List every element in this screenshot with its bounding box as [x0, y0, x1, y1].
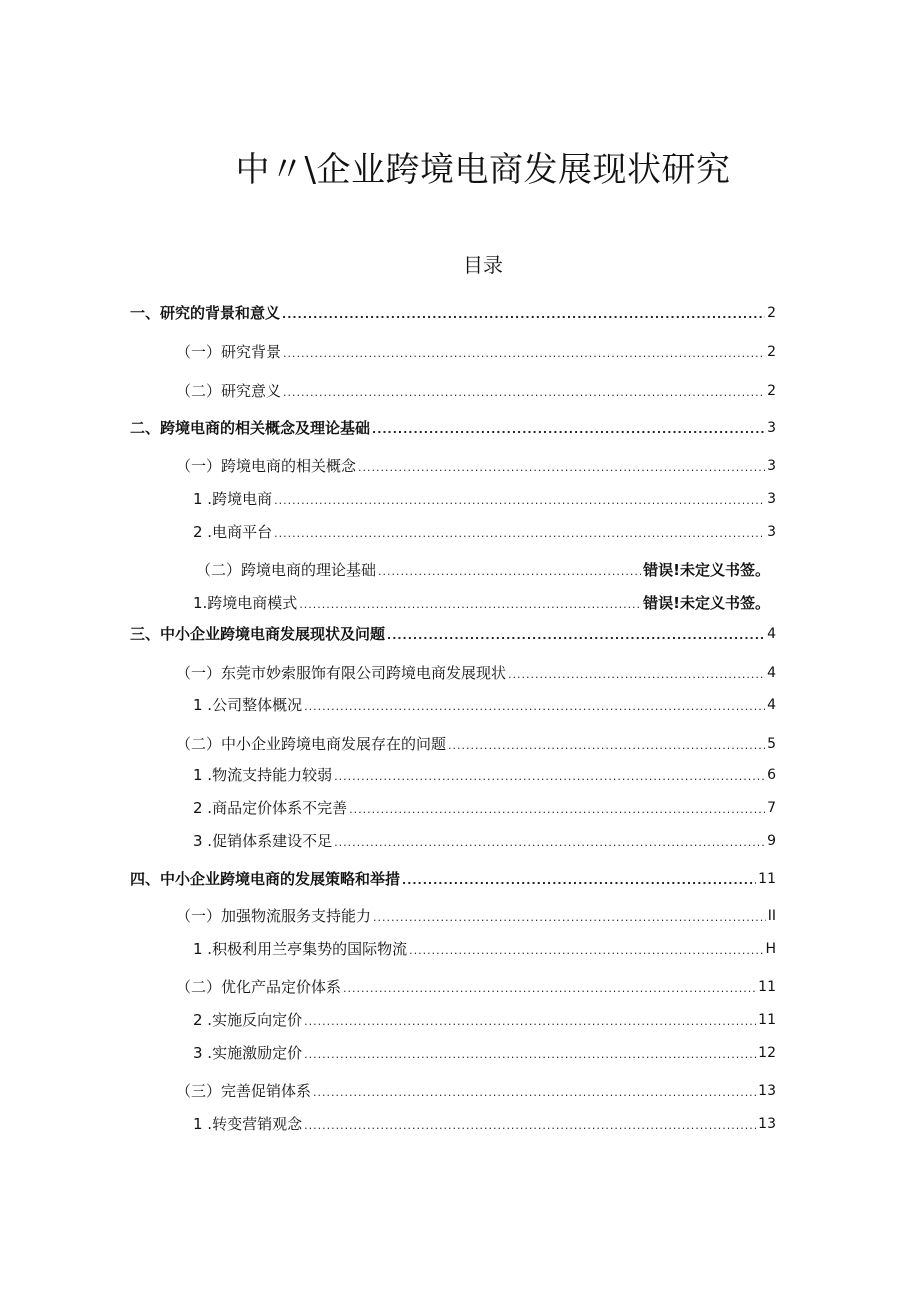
toc-entry[interactable] — [193, 794, 776, 818]
toc-entry-page: 2 — [767, 344, 776, 360]
toc-leader-dots — [358, 460, 765, 476]
toc-entry-page: 4 — [767, 697, 776, 713]
toc-leader-dots — [349, 802, 765, 818]
toc-entry-label: （一）研究背景 — [176, 343, 282, 361]
toc-leader-dots — [304, 1047, 756, 1063]
toc-entry-label: （二）中小企业跨境电商发展存在的问题 — [176, 735, 447, 753]
toc-entry-page: 2 — [767, 305, 776, 321]
toc-entry[interactable] — [193, 485, 776, 509]
toc-entry-label: 1 .跨境电商 — [193, 490, 273, 508]
toc-entry-label: 3 .实施激励定价 — [193, 1044, 303, 1062]
toc-entry-label: （一）东莞市妙索服饰有限公司跨境电商发展现状 — [176, 664, 507, 682]
toc-entry-page: 3 — [767, 524, 776, 540]
toc-entry-label: 2 .实施反向定价 — [193, 1011, 303, 1029]
toc-entry-page: 11 — [758, 871, 776, 887]
toc-entry-page: 13 — [758, 1083, 776, 1099]
toc-entry-label: 2 .电商平台 — [193, 523, 273, 541]
toc-entry-page: 4 — [767, 665, 776, 681]
toc-entry-label: （一）跨境电商的相关概念 — [176, 457, 357, 475]
toc-entry[interactable] — [176, 659, 776, 683]
toc-heading: 目录 — [463, 253, 503, 277]
toc-entry[interactable] — [176, 1077, 776, 1101]
toc-entry[interactable] — [130, 865, 776, 889]
toc-leader-dots — [282, 307, 765, 323]
toc-entry-page: 2 — [767, 383, 776, 399]
toc-entry-page: II — [767, 908, 776, 924]
toc-entry-page: 11 — [758, 1012, 776, 1028]
toc-entry-page: 3 — [767, 420, 776, 436]
toc-entry-label: 1.跨境电商模式 — [193, 594, 298, 612]
toc-leader-dots — [387, 628, 765, 644]
toc-leader-dots — [409, 943, 763, 959]
toc-entry[interactable] — [193, 761, 776, 785]
toc-entry[interactable] — [130, 414, 776, 438]
toc-leader-dots — [304, 1014, 756, 1030]
toc-entry-label: （二）跨境电商的理论基础 — [196, 561, 377, 579]
toc-entry[interactable] — [193, 935, 776, 959]
toc-entry-label: 2 .商品定价体系不完善 — [193, 799, 348, 817]
toc-entry[interactable] — [176, 377, 776, 401]
toc-entry-page: 4 — [767, 626, 776, 642]
toc-entry-label: 四、中小企业跨境电商的发展策略和举措 — [130, 870, 401, 888]
toc-leader-dots — [283, 346, 765, 362]
toc-entry[interactable] — [193, 827, 776, 851]
toc-entry-label: 1 .物流支持能力较弱 — [193, 766, 333, 784]
toc-entry[interactable] — [193, 691, 776, 715]
toc-entry[interactable] — [193, 589, 770, 613]
toc-entry-label: 1 .公司整体概况 — [193, 696, 303, 714]
toc-entry-page: 13 — [758, 1116, 776, 1132]
toc-leader-dots — [334, 769, 765, 785]
toc-entry-page: 3 — [767, 458, 776, 474]
toc-leader-dots — [343, 981, 756, 997]
toc-entry-label: 三、中小企业跨境电商发展现状及问题 — [130, 625, 386, 643]
toc-entry-label: （一）加强物流服务支持能力 — [176, 907, 372, 925]
toc-leader-dots — [378, 564, 641, 580]
toc-leader-dots — [283, 385, 765, 401]
toc-entry[interactable] — [130, 299, 776, 323]
toc-entry[interactable] — [193, 518, 776, 542]
toc-entry-label: （二）研究意义 — [176, 382, 282, 400]
toc-entry[interactable] — [196, 556, 770, 580]
toc-entry[interactable] — [176, 338, 776, 362]
toc-entry[interactable] — [193, 1110, 776, 1134]
toc-entry[interactable] — [176, 902, 776, 926]
toc-entry-label: 3 .促销体系建设不足 — [193, 832, 333, 850]
toc-entry-page: 3 — [767, 491, 776, 507]
toc-leader-dots — [274, 526, 765, 542]
toc-entry-label: 一、研究的背景和意义 — [130, 304, 281, 322]
toc-leader-dots — [402, 873, 756, 889]
toc-entry-page: 错误!未定义书签。 — [643, 561, 770, 579]
toc-entry-label: 二、跨境电商的相关概念及理论基础 — [130, 419, 371, 437]
toc-leader-dots — [299, 597, 641, 613]
toc-entry-page: 12 — [758, 1045, 776, 1061]
toc-entry-page: 7 — [767, 800, 776, 816]
toc-entry-page: 6 — [767, 767, 776, 783]
toc-entry[interactable] — [176, 973, 776, 997]
toc-leader-dots — [304, 699, 765, 715]
toc-leader-dots — [373, 910, 766, 926]
toc-leader-dots — [334, 835, 765, 851]
toc-entry-label: 1 .积极利用兰亭集势的国际物流 — [193, 940, 408, 958]
toc-leader-dots — [372, 422, 765, 438]
toc-entry-page: 9 — [767, 833, 776, 849]
toc-entry-page: H — [765, 941, 776, 957]
toc-leader-dots — [508, 667, 765, 683]
toc-entry[interactable] — [176, 730, 776, 754]
toc-entry-label: （三）完善促销体系 — [176, 1082, 312, 1100]
toc-entry[interactable] — [130, 620, 776, 644]
toc-leader-dots — [274, 493, 765, 509]
toc-entry-label: （二）优化产品定价体系 — [176, 978, 342, 996]
toc-entry-page: 错误!未定义书签。 — [643, 594, 770, 612]
toc-leader-dots — [448, 738, 765, 754]
toc-entry-page: 5 — [767, 736, 776, 752]
toc-entry[interactable] — [176, 452, 776, 476]
toc-leader-dots — [304, 1118, 756, 1134]
toc-entry-page: 11 — [758, 979, 776, 995]
toc-entry[interactable] — [193, 1039, 776, 1063]
toc-leader-dots — [313, 1085, 756, 1101]
toc-entry-label: 1 .转变营销观念 — [193, 1115, 303, 1133]
toc-entry[interactable] — [193, 1006, 776, 1030]
document-title: 中〃\企业跨境电商发展现状研究 — [235, 150, 731, 190]
